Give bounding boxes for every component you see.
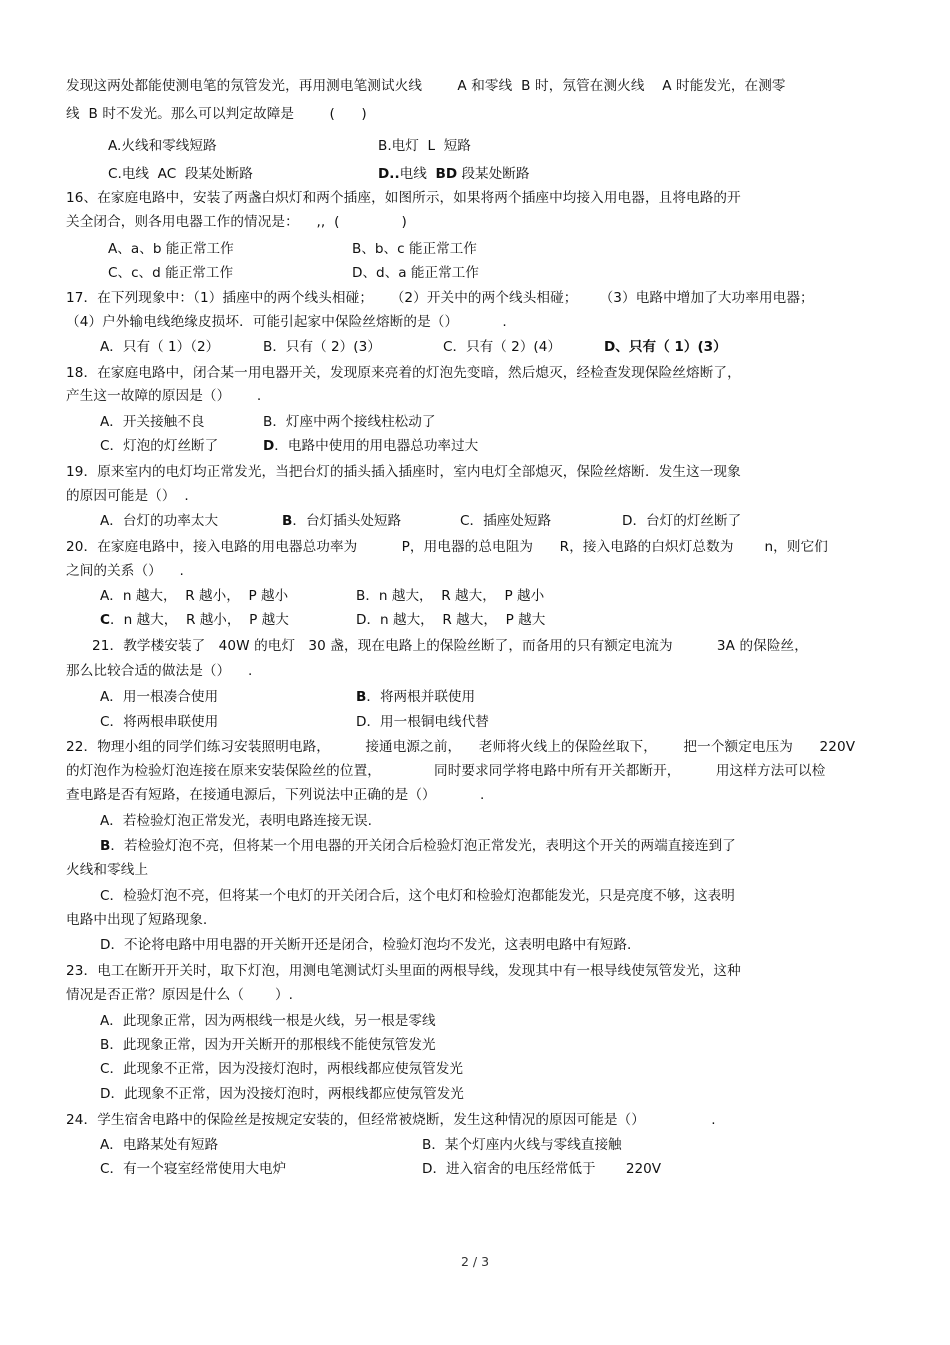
q22-option-c-continuation: 电路中出现了短路现象.	[66, 912, 208, 928]
q19-text-line1: 19．原来室内的电灯均正常发光，当把台灯的插头插入插座时，室内电灯全部熄灭，保险丝熔断．发生这一现象	[66, 464, 741, 480]
q16-option-d: D、d、a 能正常工作	[352, 265, 479, 281]
q18-option-b: B．灯座中两个接线柱松动了	[263, 414, 436, 430]
q17-text-line1: 17．在下列现象中：（1）插座中的两个线头相碰； （2）开关中的两个线头相碰； （3）电路中增加了大功率用电器；	[66, 290, 814, 306]
page-number: 2 / 3	[460, 1254, 490, 1269]
q17-option-c: C．只有（ 2）(4）	[443, 339, 561, 355]
q24-option-d: D．进入宿舍的电压经常低于 220V	[422, 1161, 662, 1177]
q19-option-b-letter: B	[282, 513, 293, 529]
q21-option-d: D．用一根铜电线代替	[356, 714, 489, 730]
q15-option-d-tail: 段某处断路	[457, 166, 530, 182]
q23-option-c: C．此现象不正常，因为没接灯泡时，两根线都应使氖管发光	[100, 1061, 463, 1077]
q15-option-c: C.电线 AC 段某处断路	[108, 166, 253, 182]
q20-option-c-letter: C	[100, 612, 110, 628]
q22-option-b-text: ．若检验灯泡不亮，但将某一个用电器的开关闭合后检验灯泡正常发光，表明这个开关的两端直接连到了	[110, 838, 736, 854]
q22-text-line1: 22．物理小组的同学们练习安装照明电路， 接通电源之前， 老师将火线上的保险丝取下， 把一个额定电压为 220V	[66, 739, 856, 755]
q15-option-b: B.电灯 L 短路	[378, 138, 471, 154]
q18-text-line2: 产生这一故障的原因是（） .	[66, 388, 262, 404]
q15-text-line1: 发现这两处都能使测电笔的氖管发光，再用测电笔测试火线 A 和零线 B 时，氖管在测火线 A 时能发光，在测零	[66, 78, 786, 94]
q15-option-a: A.火线和零线短路	[108, 138, 217, 154]
q23-option-b: B．此现象正常，因为开关断开的那根线不能使氖管发光	[100, 1037, 436, 1053]
q22-option-c: C．检验灯泡不亮，但将某一个电灯的开关闭合后，这个电灯和检验灯泡都能发光，只是亮度不够，这表明	[100, 888, 735, 904]
q22-option-d: D．不论将电路中用电器的开关断开还是闭合，检验灯泡均不发光，这表明电路中有短路.	[100, 937, 632, 953]
q22-option-b-letter: B	[100, 838, 111, 854]
q16-option-b: B、b、c 能正常工作	[352, 241, 477, 257]
q17-option-d: D、只有（ 1）(3）	[604, 339, 727, 355]
q24-option-b: B．某个灯座内火线与零线直接触	[422, 1137, 622, 1153]
q20-text-line1: 20．在家庭电路中，接入电路的用电器总功率为 P，用电器的总电阻为 R，接入电路的白炽灯总数为 n，则它们	[66, 539, 828, 555]
q23-text-line1: 23．电工在断开开关时，取下灯泡，用测电笔测试灯头里面的两根导线，发现其中有一根导线使氖管发光，这种	[66, 963, 741, 979]
q22-text-line3: 查电路是否有短路，在接通电源后，下列说法中正确的是（） .	[66, 787, 485, 803]
q18-option-d-letter: D	[263, 438, 275, 454]
q19-text-line2: 的原因可能是（） .	[66, 488, 189, 504]
q20-option-a: A．n 越大， R 越小， P 越小	[100, 588, 289, 604]
q24-text-line1: 24．学生宿舍电路中的保险丝是按规定安装的，但经常被烧断，发生这种情况的原因可能是（） .	[66, 1112, 716, 1128]
q20-option-c	[100, 611, 289, 629]
q16-option-a: A、a、b 能正常工作	[108, 241, 234, 257]
q16-text-line2: 关全闭合，则各用电器工作的情况是： ,, ( )	[66, 214, 407, 230]
q18-text-line1: 18．在家庭电路中，闭合某一用电器开关，发现原来亮着的灯泡先变暗，然后熄灭，经检查发现保险丝熔断了，	[66, 365, 741, 381]
q15-text-line2: 线 B 时不发光。那么可以判定故障是 ( )	[66, 106, 367, 122]
q15-option-d-text: 电线	[399, 166, 436, 182]
q18-option-c: C．灯泡的灯丝断了	[100, 438, 219, 454]
q17-option-b: B．只有（ 2）(3）	[263, 339, 381, 355]
q20-option-c-text: ．n 越大， R 越小， P 越大	[109, 612, 289, 628]
q21-option-c: C．将两根串联使用	[100, 714, 219, 730]
q23-option-a: A．此现象正常，因为两根线一根是火线，另一根是零线	[100, 1013, 436, 1029]
q24-option-c: C．有一个寝室经常使用大电炉	[100, 1161, 287, 1177]
q19-option-b	[282, 512, 401, 530]
q19-option-b-text: ．台灯插头处短路	[292, 513, 402, 529]
q17-text-line2: （4）户外输电线绝缘皮损坏．可能引起家中保险丝熔断的是（） .	[66, 314, 507, 330]
q18-option-d	[263, 437, 478, 455]
q21-text-line2: 那么比较合适的做法是（） .	[66, 663, 253, 679]
q19-option-c: C．插座处短路	[460, 513, 552, 529]
q20-option-d: D．n 越大， R 越大， P 越大	[356, 612, 546, 628]
q21-option-b	[356, 688, 475, 706]
q18-option-d-text: ．电路中使用的用电器总功率过大	[274, 438, 479, 454]
q18-option-a: A．开关接触不良	[100, 414, 205, 430]
q21-option-b-letter: B	[356, 689, 367, 705]
q23-option-d: D．此现象不正常，因为没接灯泡时，两根线都应使氖管发光	[100, 1086, 464, 1102]
q21-option-b-text: ．将两根并联使用	[366, 689, 476, 705]
q15-option-d-letter: D..	[378, 166, 400, 182]
q21-text-line1: 21．教学楼安装了 40W 的电灯 30 盏，现在电路上的保险丝断了，而备用的只有额定电流为 3A 的保险丝，	[92, 638, 808, 654]
q16-option-c: C、c、d 能正常工作	[108, 265, 234, 281]
q21-option-a: A．用一根凑合使用	[100, 689, 219, 705]
q22-option-b	[100, 837, 736, 855]
q17-option-a: A．只有（ 1）（2）	[100, 339, 220, 355]
q20-option-b: B．n 越大， R 越大， P 越小	[356, 588, 545, 604]
q15-option-d	[378, 165, 529, 183]
q23-text-line2: 情况是否正常？原因是什么（ ）.	[66, 987, 294, 1003]
q16-text-line1: 16、在家庭电路中，安装了两盏白炽灯和两个插座，如图所示，如果将两个插座中均接入用电器，且将电路的开	[66, 190, 741, 206]
q22-text-line2: 的灯泡作为检验灯泡连接在原来安装保险丝的位置， 同时要求同学将电路中所有开关都断开， 用这样方法可以检	[66, 763, 826, 779]
q24-option-a: A．电路某处有短路	[100, 1137, 219, 1153]
q15-option-d-bold: BD	[435, 166, 458, 182]
q22-option-b-continuation: 火线和零线上	[66, 862, 149, 878]
q22-option-a: A．若检验灯泡正常发光，表明电路连接无误.	[100, 813, 372, 829]
q19-option-a: A．台灯的功率太大	[100, 513, 219, 529]
q20-text-line2: 之间的关系（） .	[66, 563, 184, 579]
q19-option-d: D．台灯的灯丝断了	[622, 513, 742, 529]
